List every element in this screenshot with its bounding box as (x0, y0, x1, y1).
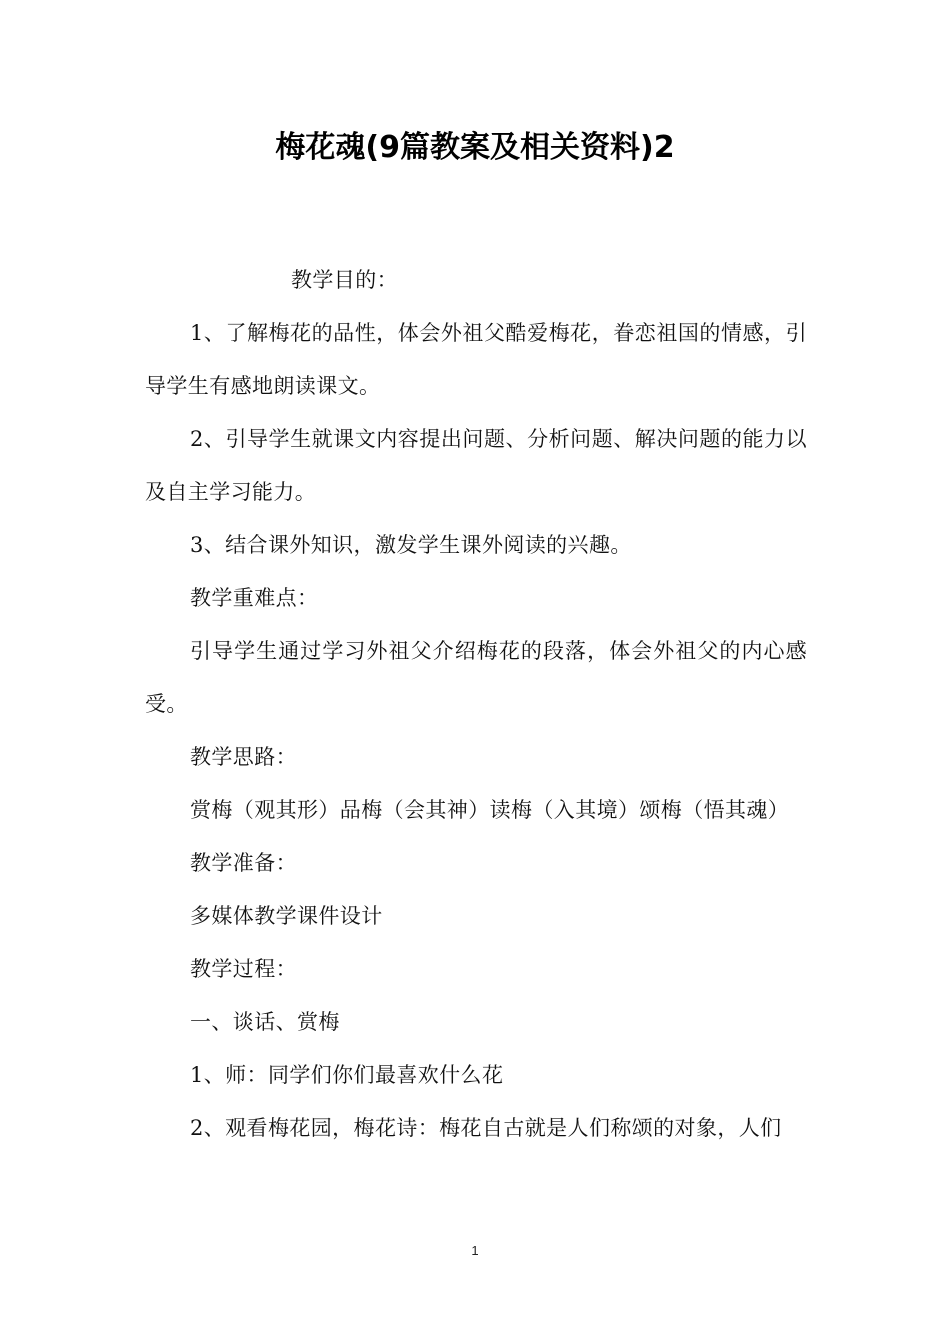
paragraph-goal-2: 2、引导学生就课文内容提出问题、分析问题、解决问题的能力以及自主学习能力。 (145, 427, 807, 504)
paragraph-preparation: 多媒体教学课件设计 (190, 904, 383, 928)
paragraph-key-points-heading: 教学重难点： (190, 586, 319, 610)
paragraph-key-points: 引导学生通过学习外祖父介绍梅花的段落，体会外祖父的内心感受。 (145, 639, 807, 716)
paragraph-section-one: 一、谈话、赏梅 (190, 1010, 340, 1034)
paragraph-goal-1: 1、了解梅花的品性，体会外祖父酷爱梅花，眷恋祖国的情感，引导学生有感地朗读课文。 (145, 321, 807, 398)
paragraph-teaching-goals-heading: 教学目的： (291, 268, 398, 292)
paragraph-step-1: 1、师：同学们你们最喜欢什么花 (190, 1063, 504, 1087)
paragraph-teaching-approach: 赏梅（观其形）品梅（会其神）读梅（入其境）颂梅（悟其魂） (190, 798, 790, 822)
paragraph-step-2: 2、观看梅花园，梅花诗：梅花自古就是人们称颂的对象，人们 (190, 1116, 782, 1140)
paragraph-process-heading: 教学过程： (190, 957, 297, 981)
document-body (145, 254, 807, 1155)
document-title: 梅花魂(9篇教案及相关资料)2 (275, 130, 675, 165)
paragraph-preparation-heading: 教学准备： (190, 851, 297, 875)
paragraph-teaching-approach-heading: 教学思路： (190, 745, 297, 769)
page-number: 1 (471, 1243, 479, 1258)
paragraph-goal-3: 3、结合课外知识，激发学生课外阅读的兴趣。 (190, 533, 632, 557)
